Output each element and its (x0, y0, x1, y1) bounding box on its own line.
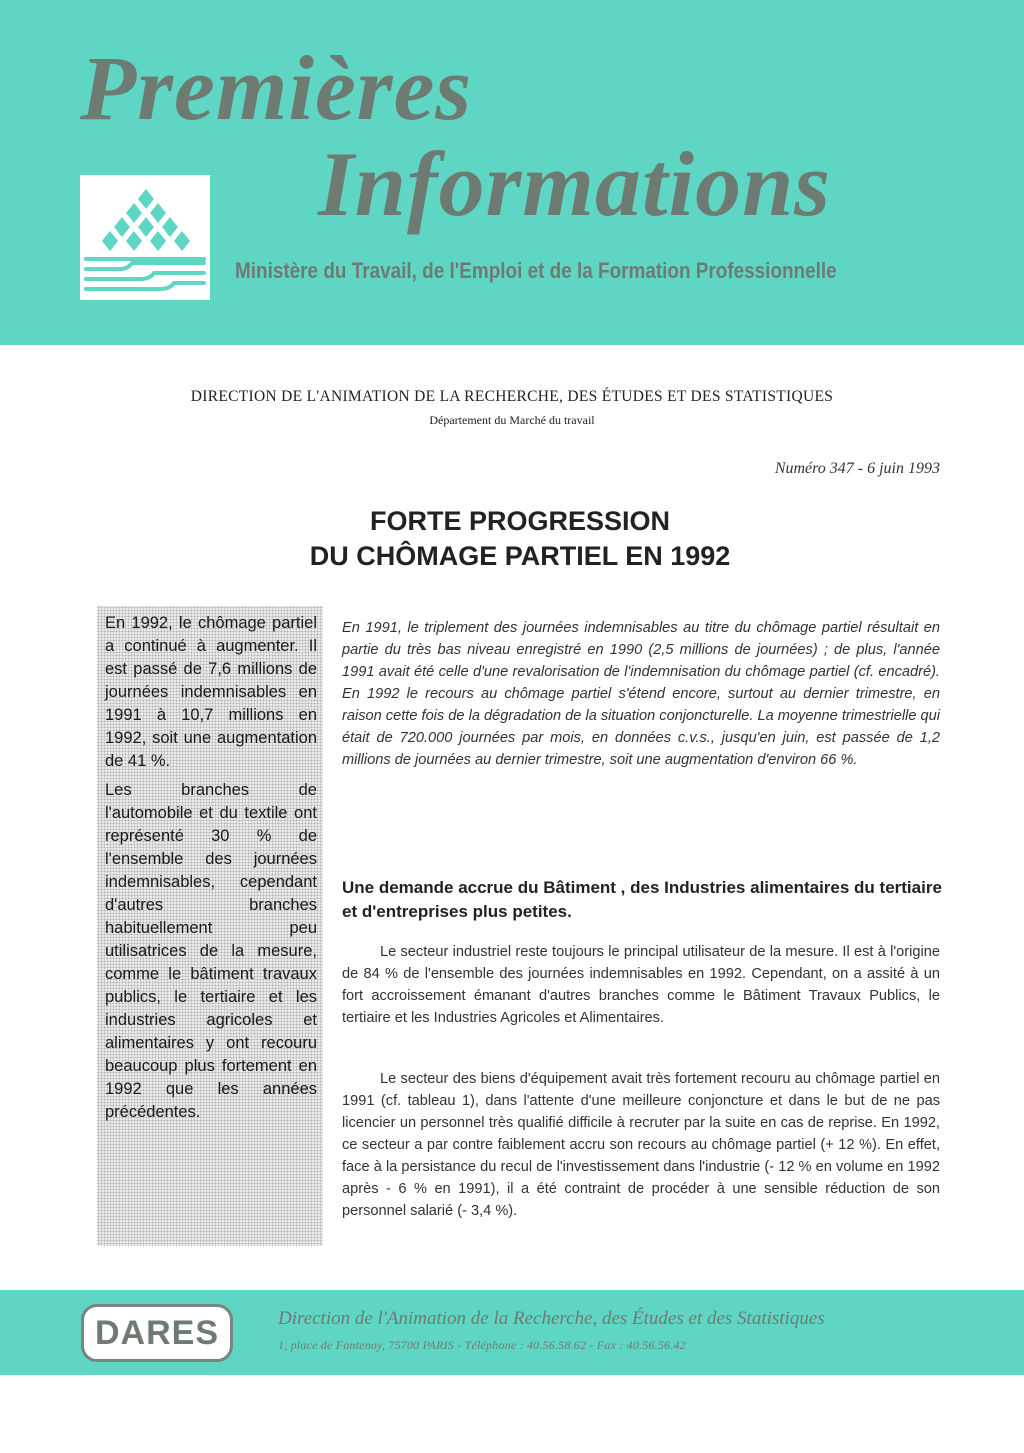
footer-organization: Direction de l'Animation de la Recherche, des Études et des Statistiques (278, 1308, 825, 1329)
sidebar-paragraph: Les branches de l'automobile et du textile ont représenté 30 % de l'ensemble des journées indemnisables, cependant d'autres branches habituellement peu utilisatrices de la mesure, comme le bâtiment travaux publics, le tertiaire et les industries agricoles et alimentaires y ont recouru beaucoup plus fortement en 1992 que les années précédentes. (105, 781, 317, 1121)
section-heading: Une demande accrue du Bâtiment , des Industries alimentaires du tertiaire et d'entreprises plus petites. (342, 878, 942, 921)
ministry-logo-icon (80, 175, 210, 300)
body-paragraph: Le secteur industriel reste toujours le principal utilisateur de la mesure. Il est à l'origine de 84 % de l'ensemble des journées indemnisables en 1992. Cependant, on a assité à un fort accroissement émanant d'autres branches comme le Bâtiment Travaux Publics, le tertiaire et les Industries Agricoles et Alimentaires. (342, 944, 940, 1026)
headline-line-1: FORTE PROGRESSION (369, 506, 671, 536)
summary-sidebar (97, 606, 323, 1246)
footer-address: 1, place de Fontenoy, 75700 PARIS - Téléphone : 40.56.58.62 - Fax : 40.56.56.42 (278, 1338, 686, 1352)
masthead-title-informations: Informations (318, 133, 832, 235)
intro-paragraph: En 1991, le triplement des journées indemnisables au titre du chômage partiel résultait en partie du très bas niveau enregistré en 1990 (2,5 millions de journées) ; de plus, l'année 1991 avait été celle d'une revalorisation de l'indemnisation du chômage partiel (cf. encadré). En 1992 le recours au chômage partiel s'étend encore, surtout au dernier trimestre, en raison cette fois de la dégradation de la situation conjoncturelle. La moyenne trimestrielle qui était de 720.000 journées par mois, en données c.v.s., jusqu'en juin, est passée de 1,2 millions de journées au dernier trimestre, soit une augmentation d'environ 66 %. (342, 620, 940, 768)
sidebar-paragraph: En 1992, le chômage partiel a continué à augmenter. Il est passé de 7,6 millions de journées indemnisables en 1991 à 10,7 millions en 1992, soit une augmentation de 41 %. (105, 614, 317, 770)
body-paragraph: Le secteur des biens d'équipement avait très fortement recouru au chômage partiel en 1991 (cf. tableau 1), dans l'attente d'une meilleure conjoncture et dans le but de ne pas licencier un personnel très qualifié difficile à recruter par la suite en cas de reprise. En 1992, ce secteur a par contre faiblement accru son recours au chômage partiel (+ 12 %). En effet, face à la persistance du recul de l'investissement dans l'industrie (- 12 % en volume en 1992 après - 6 % en 1991), il a été contraint de procéder à une sensible réduction de son personnel salarié (- 3,4 %). (342, 1071, 940, 1219)
ministry-logo (80, 175, 210, 300)
ministry-name: Ministère du Travail, de l'Emploi et de la Formation Professionnelle (235, 258, 837, 283)
dares-logo: DARES (81, 1304, 233, 1362)
department-subtitle: Département du Marché du travail (429, 413, 595, 427)
masthead (0, 0, 1024, 345)
headline (0, 504, 1024, 574)
footer (0, 1290, 1024, 1375)
masthead-title-premieres: Premières (80, 37, 473, 139)
direction-title: DIRECTION DE L'ANIMATION DE LA RECHERCHE, DES ÉTUDES ET DES STATISTIQUES (190, 388, 834, 405)
headline-line-2: DU CHÔMAGE PARTIEL EN 1992 (309, 541, 731, 571)
issue-number-date: Numéro 347 - 6 juin 1993 (774, 460, 940, 477)
